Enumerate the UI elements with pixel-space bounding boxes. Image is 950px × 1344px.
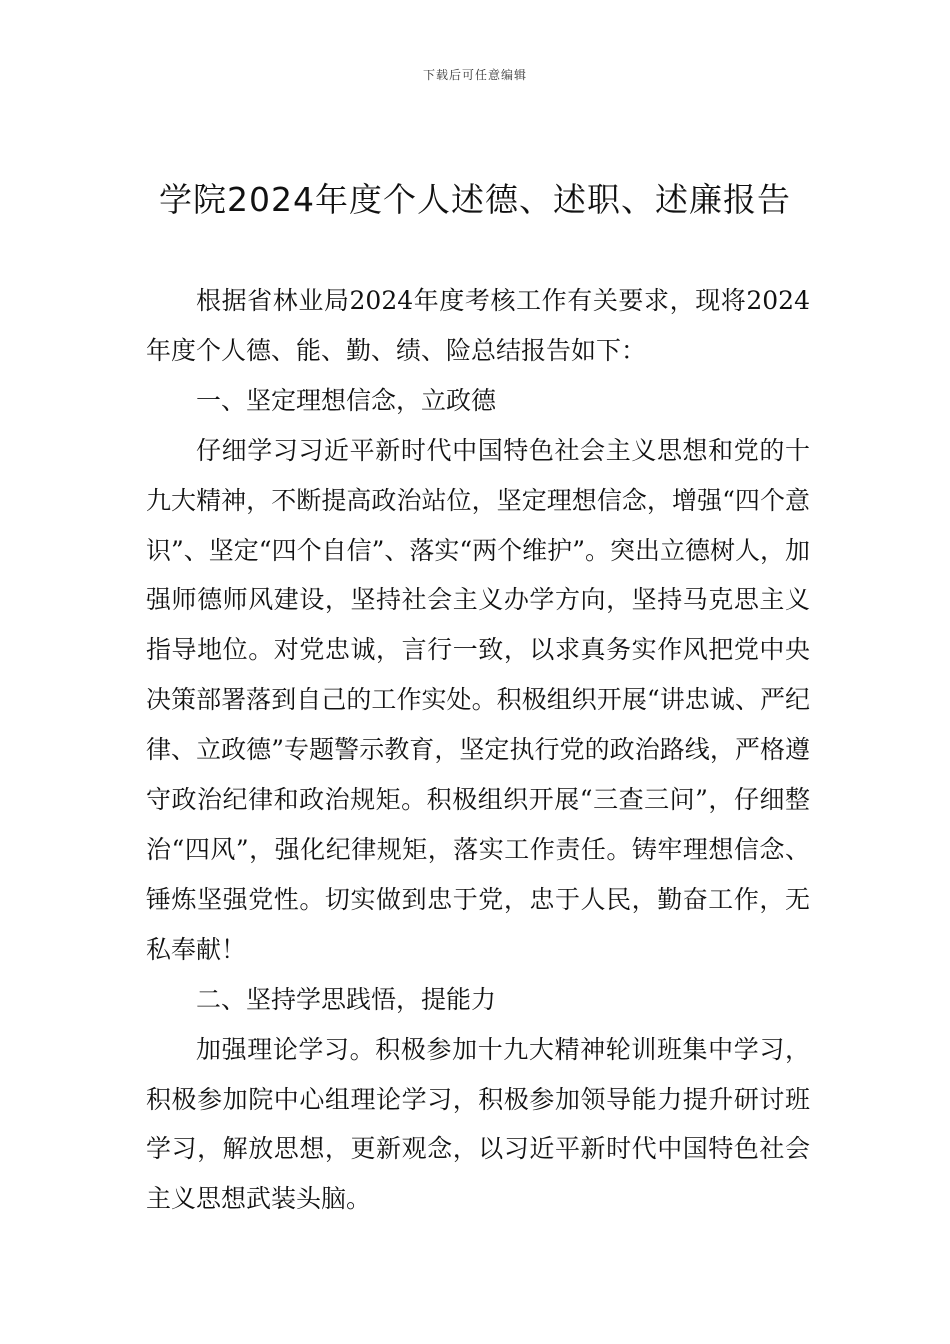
header-note: 下载后可任意编辑 — [422, 68, 527, 82]
paragraph-section-2: 加强理论学习。积极参加十九大精神轮训班集中学习，积极参加院中心组理论学习，积极参加领导能力提升研讨班学习，解放思想，更新观念，以习近平新时代中国特色社会主义思想武装头脑。 — [146, 1034, 810, 1214]
paragraph-section-1: 仔细学习习近平新时代中国特色社会主义思想和党的十九大精神，不断提高政治站位，坚定理想信念，增强“四个意识”、坚定“四个自信”、落实“两个维护”。突出立德树人，加强师德师风建设，坚持社会主义办学方向，坚持马克思主义指导地位。对党忠诚，言行一致，以求真务实作风把党中央决策部署落到自己的工作实处。积极组织开展“讲忠诚、严纪律、立政德”专题警示教育，坚定执行党的政治路线，严格遵守政治纪律和政治规矩。积极组织开展“三查三问”，仔细整治“四风”，强化纪律规矩，落实工作责任。铸牢理想信念、锤炼坚强党性。切实做到忠于党，忠于人民，勤奋工作，无私奉献！ — [146, 435, 810, 964]
section-heading-2: 二、坚持学思践悟，提能力 — [196, 984, 497, 1014]
section-heading-1: 一、坚定理想信念，立政德 — [196, 385, 497, 415]
document-body — [146, 276, 810, 1224]
paragraph-intro: 根据省林业局2024年度考核工作有关要求，现将2024年度个人德、能、勤、绩、险总结报告如下： — [146, 286, 810, 365]
document-title: 学院2024年度个人述德、述职、述廉报告 — [159, 180, 791, 219]
